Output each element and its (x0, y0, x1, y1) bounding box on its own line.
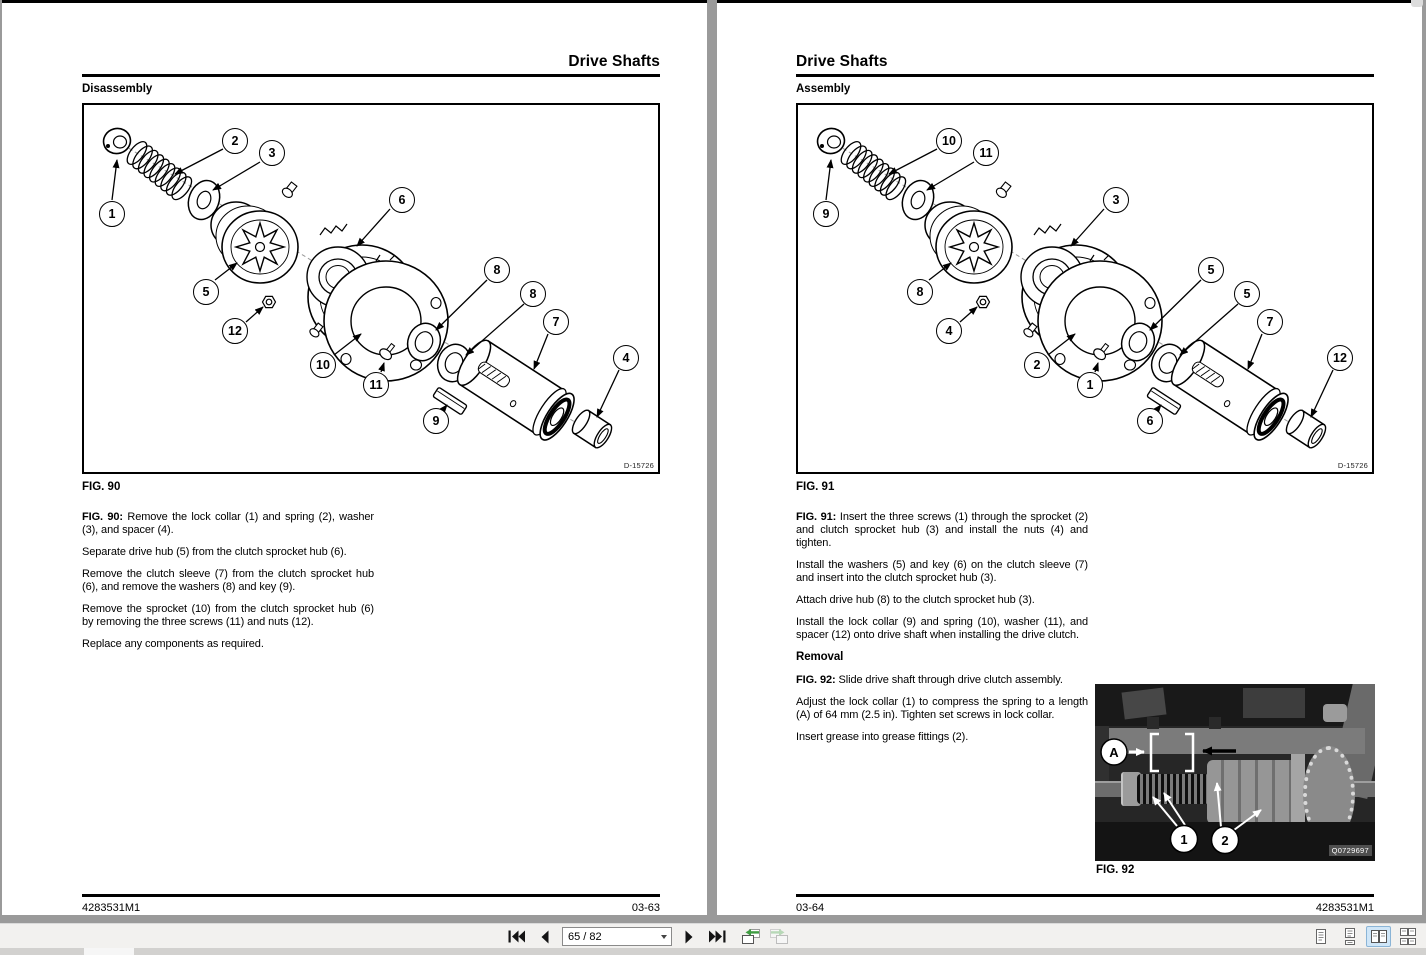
single-page-icon (1313, 928, 1329, 945)
section-label-assembly: Assembly (796, 83, 851, 95)
photo-callout-2: 2 (1221, 833, 1229, 848)
page-layout-controls (1308, 926, 1420, 947)
callout: 9 (423, 408, 449, 434)
figure-90-label: FIG. 90 (82, 481, 121, 493)
two-page-icon (1370, 928, 1388, 945)
fig-reference: FIG. 90: (82, 511, 123, 523)
taskbar-notch (84, 948, 134, 955)
callout: 11 (363, 372, 389, 398)
previous-page-button[interactable] (534, 927, 556, 947)
callout: 5 (1234, 281, 1260, 307)
paragraph: Remove the clutch sleeve (7) from the clutch sprocket hub (6), and remove the washers (8) and key (9). (82, 568, 374, 593)
paragraph: FIG. 92: Slide drive shaft through drive clutch assembly. (796, 674, 1063, 686)
callout: 10 (936, 128, 962, 154)
manual-number: 4283531M1 (82, 902, 141, 914)
viewer-toolbar (0, 923, 1426, 948)
footer-rule (796, 894, 1374, 897)
footer-rule (82, 894, 660, 897)
callout: 8 (484, 257, 510, 283)
page-footer (82, 902, 660, 914)
paragraph: FIG. 91: Insert the three screws (1) through the sprocket (2) and clutch sprocket hub (3) and install the nuts (4) and tighten. (796, 511, 1088, 549)
next-page-icon (684, 930, 694, 944)
previous-page-icon (540, 930, 550, 944)
exploded-diagram-fig91 (798, 105, 1370, 470)
callout: 1 (1077, 372, 1103, 398)
disassembly-text (82, 511, 374, 660)
photo-callout-1: 1 (1180, 832, 1188, 847)
callout: 7 (1257, 309, 1283, 335)
section-label-removal: Removal (796, 651, 844, 663)
drawing-code: D-15726 (1337, 461, 1368, 470)
layout-two-page-button[interactable] (1366, 926, 1391, 947)
page-header-title: Drive Shafts (568, 53, 660, 70)
photo-code: Q0729697 (1329, 845, 1372, 856)
layout-single-page-button[interactable] (1308, 926, 1333, 947)
callout: 3 (1103, 187, 1129, 213)
last-page-button[interactable] (706, 927, 728, 947)
scrollbar-corner (1411, 0, 1423, 7)
callout: 2 (1024, 352, 1050, 378)
next-view-icon (769, 928, 789, 945)
callout: 7 (543, 309, 569, 335)
figure-90-box (82, 103, 660, 474)
previous-view-button[interactable] (740, 927, 762, 947)
dimension-label-a: A (1109, 745, 1119, 760)
section-label-disassembly: Disassembly (82, 83, 153, 95)
first-page-button[interactable] (506, 927, 528, 947)
callout: 12 (1327, 345, 1353, 371)
callout: 3 (259, 140, 285, 166)
manual-number: 4283531M1 (1315, 902, 1374, 914)
callout: 11 (973, 140, 999, 166)
callout: 8 (907, 279, 933, 305)
paragraph: Replace any components as required. (82, 638, 264, 650)
assembly-text (796, 511, 1088, 753)
page-number: 03-64 (796, 902, 825, 914)
continuous-icon (1342, 928, 1358, 945)
page-footer (796, 902, 1374, 914)
header-rule (82, 74, 660, 77)
next-view-button[interactable] (768, 927, 790, 947)
callout: 4 (613, 345, 639, 371)
paragraph: Adjust the lock collar (1) to compress the spring to a length (A) of 64 mm (2.5 in). Tighten set screws in lock collar. (796, 696, 1088, 721)
last-page-icon (708, 930, 726, 943)
callout: 5 (1198, 257, 1224, 283)
paragraph: Attach drive hub (8) to the clutch sprocket hub (3). (796, 594, 1035, 606)
paragraph: Install the lock collar (9) and spring (10), washer (11), and spacer (12) onto drive shaft when installing the drive clutch. (796, 616, 1088, 641)
page-combo-dropdown[interactable] (657, 928, 671, 945)
paragraph: Insert grease into grease fittings (2). (796, 731, 969, 743)
header-rule (796, 74, 1374, 77)
next-page-button[interactable] (678, 927, 700, 947)
window-bottom-edge (0, 948, 1426, 955)
callout: 8 (520, 281, 546, 307)
exploded-diagram-fig90 (84, 105, 656, 470)
callout: 10 (310, 352, 336, 378)
paragraph: Separate drive hub (5) from the clutch sprocket hub (6). (82, 546, 347, 558)
paragraph: Install the washers (5) and key (6) on the clutch sleeve (7) and insert into the clutch sprocket hub (3). (796, 559, 1088, 584)
previous-view-icon (741, 928, 761, 945)
fig-reference: FIG. 92: (796, 674, 836, 686)
fig-reference: FIG. 91: (796, 511, 837, 523)
callout: 9 (813, 201, 839, 227)
page-header-title: Drive Shafts (796, 53, 888, 70)
callout: 5 (193, 279, 219, 305)
page-number-input[interactable] (563, 930, 657, 944)
layout-continuous-button[interactable] (1337, 926, 1362, 947)
figure-91-label: FIG. 91 (796, 481, 835, 493)
chevron-down-icon (661, 935, 667, 939)
paragraph: FIG. 90: Remove the lock collar (1) and spring (2), washer (3), and spacer (4). (82, 511, 374, 536)
drawing-code: D-15726 (623, 461, 654, 470)
page-navigation (506, 926, 790, 947)
document-page-left (2, 0, 707, 915)
figure-92-label: FIG. 92 (1096, 864, 1135, 876)
layout-two-page-continuous-button[interactable] (1395, 926, 1420, 947)
callout: 4 (936, 318, 962, 344)
photo-annotations (1095, 684, 1375, 861)
paragraph: Remove the sprocket (10) from the clutch sprocket hub (6) by removing the three screws (11) and nuts (12). (82, 603, 374, 628)
page-number: 03-63 (631, 902, 660, 914)
callout: 1 (99, 201, 125, 227)
callout: 6 (389, 187, 415, 213)
figure-91-box (796, 103, 1374, 474)
first-page-icon (508, 930, 526, 943)
callout: 2 (222, 128, 248, 154)
page-number-combo (562, 927, 672, 946)
two-page-continuous-icon (1399, 928, 1417, 945)
figure-92-photo (1095, 684, 1375, 861)
document-page-right (717, 0, 1422, 915)
callout: 6 (1137, 408, 1163, 434)
callout: 12 (222, 318, 248, 344)
